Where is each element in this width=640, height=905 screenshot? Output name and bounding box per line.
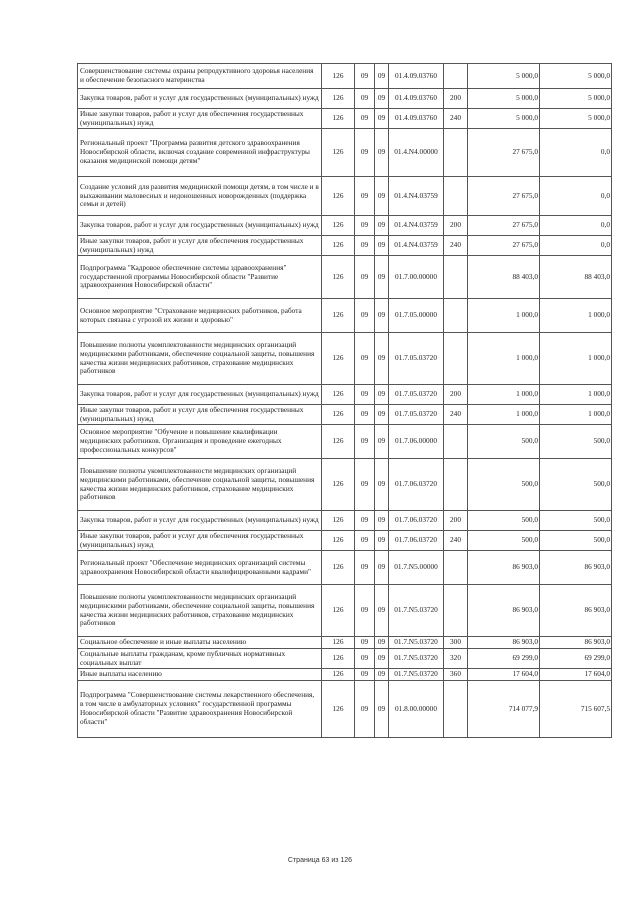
amount-year-2: 1 000,0 [540, 405, 612, 425]
section-code: 09 [355, 405, 375, 425]
target-article-code: 01.7.05.03720 [389, 385, 444, 405]
amount-year-2: 0,0 [540, 216, 612, 236]
target-article-code: 01.7.06.03720 [389, 511, 444, 531]
dept-code: 126 [322, 299, 355, 333]
amount-year-2: 500,0 [540, 531, 612, 551]
subsection-code: 09 [375, 109, 389, 129]
amount-year-2: 500,0 [540, 459, 612, 511]
dept-code: 126 [322, 333, 355, 385]
item-name: Иные закупки товаров, работ и услуг для обеспечения государственных (муниципальных) нужд [78, 531, 322, 551]
section-code: 09 [355, 385, 375, 405]
subsection-code: 09 [375, 649, 389, 669]
item-name: Социальное обеспечение и иные выплаты населению [78, 637, 322, 649]
table-row [78, 64, 612, 89]
target-article-code: 01.7.N5.03720 [389, 669, 444, 681]
section-code: 09 [355, 511, 375, 531]
dept-code: 126 [322, 585, 355, 637]
subsection-code: 09 [375, 459, 389, 511]
expense-type-code: 200 [444, 89, 468, 109]
target-article-code: 01.4.N4.03759 [389, 177, 444, 216]
item-name: Иные закупки товаров, работ и услуг для обеспечения государственных (муниципальных) нужд [78, 405, 322, 425]
dept-code: 126 [322, 216, 355, 236]
section-code: 09 [355, 551, 375, 585]
section-code: 09 [355, 236, 375, 256]
expense-type-code: 200 [444, 385, 468, 405]
section-code: 09 [355, 459, 375, 511]
amount-year-1: 88 403,0 [468, 256, 540, 299]
subsection-code: 09 [375, 64, 389, 89]
target-article-code: 01.7.06.03720 [389, 459, 444, 511]
target-article-code: 01.4.09.03760 [389, 64, 444, 89]
table-row [78, 236, 612, 256]
target-article-code: 01.4.09.03760 [389, 109, 444, 129]
dept-code: 126 [322, 649, 355, 669]
subsection-code: 09 [375, 129, 389, 177]
table-row [78, 129, 612, 177]
item-name: Основное мероприятие "Страхование медицинских работников, работа которых связана с угрозой их жизни и здоровью" [78, 299, 322, 333]
amount-year-1: 69 299,0 [468, 649, 540, 669]
target-article-code: 01.7.06.00000 [389, 425, 444, 459]
item-name: Иные закупки товаров, работ и услуг для обеспечения государственных (муниципальных) нужд [78, 236, 322, 256]
subsection-code: 09 [375, 89, 389, 109]
dept-code: 126 [322, 236, 355, 256]
expense-type-code: 240 [444, 109, 468, 129]
target-article-code: 01.4.09.03760 [389, 89, 444, 109]
target-article-code: 01.7.N5.03720 [389, 585, 444, 637]
target-article-code: 01.4.N4.03759 [389, 236, 444, 256]
item-name: Иные выплаты населению [78, 669, 322, 681]
amount-year-2: 1 000,0 [540, 385, 612, 405]
amount-year-1: 86 903,0 [468, 585, 540, 637]
expense-type-code [444, 64, 468, 89]
amount-year-1: 27 675,0 [468, 236, 540, 256]
expense-type-code [444, 459, 468, 511]
table-row [78, 585, 612, 637]
amount-year-2: 86 903,0 [540, 551, 612, 585]
dept-code: 126 [322, 425, 355, 459]
amount-year-2: 86 903,0 [540, 585, 612, 637]
table-row [78, 681, 612, 738]
target-article-code: 01.4.N4.03759 [389, 216, 444, 236]
target-article-code: 01.4.N4.00000 [389, 129, 444, 177]
item-name: Совершенствование системы охраны репродуктивного здоровья населения и обеспечение безопасного материнства [78, 64, 322, 89]
target-article-code: 01.7.05.00000 [389, 299, 444, 333]
dept-code: 126 [322, 511, 355, 531]
item-name: Закупка товаров, работ и услуг для государственных (муниципальных) нужд [78, 89, 322, 109]
subsection-code: 09 [375, 669, 389, 681]
target-article-code: 01.7.N5.03720 [389, 637, 444, 649]
table-row [78, 551, 612, 585]
expense-type-code [444, 299, 468, 333]
dept-code: 126 [322, 551, 355, 585]
target-article-code: 01.8.00.00000 [389, 681, 444, 738]
amount-year-1: 86 903,0 [468, 551, 540, 585]
item-name: Закупка товаров, работ и услуг для государственных (муниципальных) нужд [78, 216, 322, 236]
dept-code: 126 [322, 405, 355, 425]
dept-code: 126 [322, 177, 355, 216]
table-row [78, 385, 612, 405]
table-row [78, 405, 612, 425]
expense-type-code [444, 256, 468, 299]
item-name: Подпрограмма "Совершенствование системы лекарственного обеспечения, в том числе в амбулаторных условиях" государственной программы Новосибирской области "Развитие здравоохранения Новосибирской области" [78, 681, 322, 738]
target-article-code: 01.7.05.03720 [389, 333, 444, 385]
table-row [78, 299, 612, 333]
amount-year-2: 0,0 [540, 236, 612, 256]
dept-code: 126 [322, 531, 355, 551]
table-row [78, 649, 612, 669]
amount-year-1: 1 000,0 [468, 333, 540, 385]
dept-code: 126 [322, 109, 355, 129]
amount-year-1: 5 000,0 [468, 109, 540, 129]
subsection-code: 09 [375, 236, 389, 256]
dept-code: 126 [322, 459, 355, 511]
subsection-code: 09 [375, 531, 389, 551]
subsection-code: 09 [375, 551, 389, 585]
subsection-code: 09 [375, 681, 389, 738]
amount-year-1: 1 000,0 [468, 405, 540, 425]
amount-year-1: 27 675,0 [468, 129, 540, 177]
expense-type-code: 300 [444, 637, 468, 649]
section-code: 09 [355, 649, 375, 669]
section-code: 09 [355, 425, 375, 459]
table-row [78, 531, 612, 551]
amount-year-1: 27 675,0 [468, 177, 540, 216]
item-name: Региональный проект "Программа развития детского здравоохранения Новосибирской области, включая создание современной инфраструктуры оказания медицинской помощи детям" [78, 129, 322, 177]
table-row [78, 177, 612, 216]
amount-year-1: 500,0 [468, 531, 540, 551]
subsection-code: 09 [375, 637, 389, 649]
subsection-code: 09 [375, 256, 389, 299]
expense-type-code: 240 [444, 531, 468, 551]
dept-code: 126 [322, 256, 355, 299]
subsection-code: 09 [375, 333, 389, 385]
amount-year-1: 27 675,0 [468, 216, 540, 236]
expense-type-code: 200 [444, 216, 468, 236]
amount-year-2: 88 403,0 [540, 256, 612, 299]
dept-code: 126 [322, 89, 355, 109]
item-name: Основное мероприятие "Обучение и повышение квалификации медицинских работников. Организация и проведение ежегодных профессиональных конкурсов" [78, 425, 322, 459]
item-name: Иные закупки товаров, работ и услуг для обеспечения государственных (муниципальных) нужд [78, 109, 322, 129]
expense-type-code [444, 681, 468, 738]
amount-year-1: 1 000,0 [468, 385, 540, 405]
page-number: Страница 63 из 126 [287, 857, 353, 864]
amount-year-2: 5 000,0 [540, 64, 612, 89]
amount-year-1: 1 000,0 [468, 299, 540, 333]
dept-code: 126 [322, 637, 355, 649]
section-code: 09 [355, 531, 375, 551]
section-code: 09 [355, 129, 375, 177]
table-row [78, 109, 612, 129]
amount-year-2: 500,0 [540, 511, 612, 531]
item-name: Региональный проект "Обеспечение медицинских организаций системы здравоохранения Новосибирской области квалифицированными кадрами" [78, 551, 322, 585]
expense-type-code: 200 [444, 511, 468, 531]
amount-year-1: 86 903,0 [468, 637, 540, 649]
expense-type-code [444, 551, 468, 585]
item-name: Повышение полноты укомплектованности медицинских организаций медицинскими работниками, обеспечение социальной защиты, повышения качества жизни медицинских работников, страхование медицинских работников [78, 459, 322, 511]
amount-year-1: 500,0 [468, 425, 540, 459]
section-code: 09 [355, 585, 375, 637]
table-row [78, 216, 612, 236]
amount-year-2: 17 604,0 [540, 669, 612, 681]
target-article-code: 01.7.06.03720 [389, 531, 444, 551]
subsection-code: 09 [375, 299, 389, 333]
amount-year-1: 17 604,0 [468, 669, 540, 681]
expense-type-code: 360 [444, 669, 468, 681]
target-article-code: 01.7.N5.03720 [389, 649, 444, 669]
table-row [78, 89, 612, 109]
item-name: Закупка товаров, работ и услуг для государственных (муниципальных) нужд [78, 511, 322, 531]
item-name: Повышение полноты укомплектованности медицинских организаций медицинскими работниками, обеспечение социальной защиты, повышения качества жизни медицинских работников, страхование медицинских работников [78, 333, 322, 385]
expense-type-code [444, 333, 468, 385]
item-name: Создание условий для развития медицинской помощи детям, в том числе и в выхаживании маловесных и недоношенных новорожденных (поддержка семьи и детей) [78, 177, 322, 216]
amount-year-2: 715 607,5 [540, 681, 612, 738]
amount-year-1: 5 000,0 [468, 89, 540, 109]
subsection-code: 09 [375, 405, 389, 425]
section-code: 09 [355, 109, 375, 129]
section-code: 09 [355, 216, 375, 236]
amount-year-1: 714 077,9 [468, 681, 540, 738]
amount-year-2: 1 000,0 [540, 299, 612, 333]
amount-year-1: 500,0 [468, 459, 540, 511]
expense-type-code [444, 129, 468, 177]
table-row [78, 637, 612, 649]
section-code: 09 [355, 669, 375, 681]
section-code: 09 [355, 681, 375, 738]
section-code: 09 [355, 64, 375, 89]
subsection-code: 09 [375, 385, 389, 405]
amount-year-1: 500,0 [468, 511, 540, 531]
subsection-code: 09 [375, 511, 389, 531]
dept-code: 126 [322, 669, 355, 681]
expense-type-code: 240 [444, 236, 468, 256]
table-row [78, 256, 612, 299]
item-name: Подпрограмма "Кадровое обеспечение системы здравоохранения" государственной программы Новосибирской области "Развитие здравоохранения Новосибирской области" [78, 256, 322, 299]
dept-code: 126 [322, 129, 355, 177]
section-code: 09 [355, 89, 375, 109]
target-article-code: 01.7.05.03720 [389, 405, 444, 425]
item-name: Закупка товаров, работ и услуг для государственных (муниципальных) нужд [78, 385, 322, 405]
table-row [78, 459, 612, 511]
expense-type-code: 240 [444, 405, 468, 425]
dept-code: 126 [322, 64, 355, 89]
target-article-code: 01.7.N5.00000 [389, 551, 444, 585]
section-code: 09 [355, 637, 375, 649]
section-code: 09 [355, 256, 375, 299]
subsection-code: 09 [375, 216, 389, 236]
section-code: 09 [355, 333, 375, 385]
dept-code: 126 [322, 681, 355, 738]
amount-year-2: 1 000,0 [540, 333, 612, 385]
amount-year-2: 0,0 [540, 129, 612, 177]
amount-year-2: 86 903,0 [540, 637, 612, 649]
subsection-code: 09 [375, 177, 389, 216]
table-row [78, 425, 612, 459]
amount-year-2: 5 000,0 [540, 89, 612, 109]
section-code: 09 [355, 299, 375, 333]
target-article-code: 01.7.00.00000 [389, 256, 444, 299]
amount-year-2: 500,0 [540, 425, 612, 459]
amount-year-2: 69 299,0 [540, 649, 612, 669]
amount-year-2: 0,0 [540, 177, 612, 216]
item-name: Социальные выплаты гражданам, кроме публичных нормативных социальных выплат [78, 649, 322, 669]
amount-year-1: 5 000,0 [468, 64, 540, 89]
item-name: Повышение полноты укомплектованности медицинских организаций медицинскими работниками, обеспечение социальной защиты, повышения качества жизни медицинских работников, страхование медицинских работников [78, 585, 322, 637]
section-code: 09 [355, 177, 375, 216]
subsection-code: 09 [375, 585, 389, 637]
table-row [78, 511, 612, 531]
expense-type-code [444, 177, 468, 216]
expense-type-code [444, 425, 468, 459]
expense-type-code [444, 585, 468, 637]
budget-table [77, 63, 612, 738]
table-row [78, 669, 612, 681]
dept-code: 126 [322, 385, 355, 405]
subsection-code: 09 [375, 425, 389, 459]
table-body [78, 64, 612, 738]
table-row [78, 333, 612, 385]
amount-year-2: 5 000,0 [540, 109, 612, 129]
expense-type-code: 320 [444, 649, 468, 669]
